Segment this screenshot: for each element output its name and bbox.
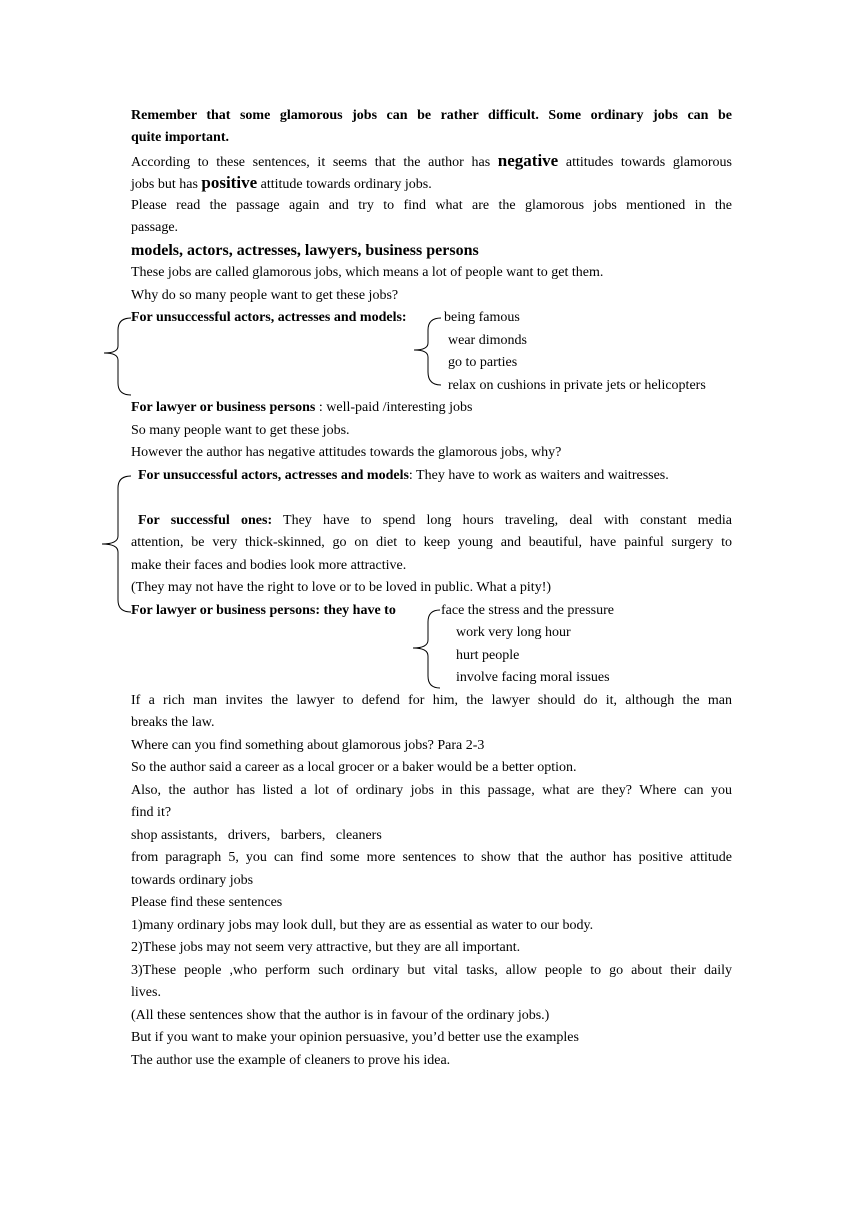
intro-line-2: quite important.	[131, 130, 229, 145]
rest-line-4: So the author said a career as a local grocer or a baker would be a better option.	[131, 760, 577, 775]
intro-line-1: Remember that some glamorous jobs can be rather difficult. Some ordinary jobs can be	[131, 108, 732, 123]
rest-line-16: But if you want to make your opinion persuasive, you’d better use the examples	[131, 1030, 579, 1045]
reason-item: being famous	[444, 310, 520, 325]
however-line: However the author has negative attitudes towards the glamorous jobs, why?	[131, 445, 562, 460]
intro-line-6: passage.	[131, 220, 179, 235]
negatives-unsuccessful-line	[138, 465, 669, 487]
negative-item: hurt people	[456, 648, 520, 663]
intro-text: attitude towards ordinary jobs.	[257, 177, 432, 192]
unsuccessful-label: For unsuccessful actors, actresses and models:	[131, 310, 407, 325]
rest-line-8: from paragraph 5, you can find some more sentences to show that the author has positive attitude	[131, 850, 732, 865]
intro-text: jobs but has	[131, 177, 202, 192]
reason-item: wear dimonds	[448, 333, 527, 348]
intro-text: attitudes towards glamorous	[558, 155, 732, 170]
rest-line-15: (All these sentences show that the author is in favour of the ordinary jobs.)	[131, 1008, 550, 1023]
ordinary-jobs-list: shop assistants, drivers, barbers, cleaners	[131, 828, 382, 843]
unsuccessful-label: For unsuccessful actors, actresses and models	[138, 468, 409, 483]
sentence-1: 1)many ordinary jobs may look dull, but they are as essential as water to our body.	[131, 918, 594, 933]
successful-line-1	[138, 510, 732, 532]
negative-item: involve facing moral issues	[456, 670, 610, 685]
reason-item: go to parties	[448, 355, 518, 370]
lawyer-negative-label: For lawyer or business persons: they have to	[131, 603, 396, 618]
sentence-3: 3)These people ,who perform such ordinary but vital tasks, allow people to go about their daily	[131, 963, 732, 978]
unsuccessful-text: : They have to work as waiters and waitresses.	[408, 468, 669, 483]
rest-line-3: Where can you find something about glamorous jobs? Para 2-3	[131, 738, 485, 753]
negative-item: work very long hour	[456, 625, 571, 640]
rest-line-9: towards ordinary jobs	[131, 873, 254, 888]
successful-line-4: (They may not have the right to love or to be loved in public. What a pity!)	[131, 580, 552, 595]
so-line: So many people want to get these jobs.	[131, 423, 350, 438]
rest-line-6: find it?	[131, 805, 172, 820]
intro-text: According to these sentences, it seems that the author has	[131, 155, 498, 170]
rest-line-1: If a rich man invites the lawyer to defend for him, the lawyer should do it, although the man	[131, 693, 732, 708]
rest-line-5: Also, the author has listed a lot of ordinary jobs in this passage, what are they? Where can you	[131, 783, 732, 798]
lawyer-text: : well-paid /interesting jobs	[315, 400, 473, 415]
negative-word: negative	[497, 151, 559, 170]
intro-line-9: Why do so many people want to get these jobs?	[131, 288, 399, 303]
sentence-3-cont: lives.	[131, 985, 161, 1000]
reason-item: relax on cushions in private jets or helicopters	[448, 378, 706, 393]
successful-line-3: make their faces and bodies look more attractive.	[131, 558, 407, 573]
rest-line-17: The author use the example of cleaners to prove his idea.	[131, 1053, 451, 1068]
intro-line-5: Please read the passage again and try to find what are the glamorous jobs mentioned in the	[131, 198, 732, 213]
successful-label: For successful ones:	[138, 513, 273, 528]
intro-line-8: These jobs are called glamorous jobs, which means a lot of people want to get them.	[131, 265, 604, 280]
negative-item: face the stress and the pressure	[441, 603, 614, 618]
successful-line-2: attention, be very thick-skinned, go on diet to keep young and beautiful, have painful surgery to	[131, 535, 732, 550]
sentence-2: 2)These jobs may not seem very attractive, but they are all important.	[131, 940, 521, 955]
rest-line-10: Please find these sentences	[131, 895, 283, 910]
glamorous-jobs-heading: models, actors, actresses, lawyers, business persons	[131, 242, 479, 259]
successful-text: They have to spend long hours traveling, deal with constant media	[272, 513, 732, 528]
positive-word: positive	[201, 173, 258, 192]
lawyer-label: For lawyer or business persons	[131, 400, 316, 415]
rest-line-2: breaks the law.	[131, 715, 215, 730]
